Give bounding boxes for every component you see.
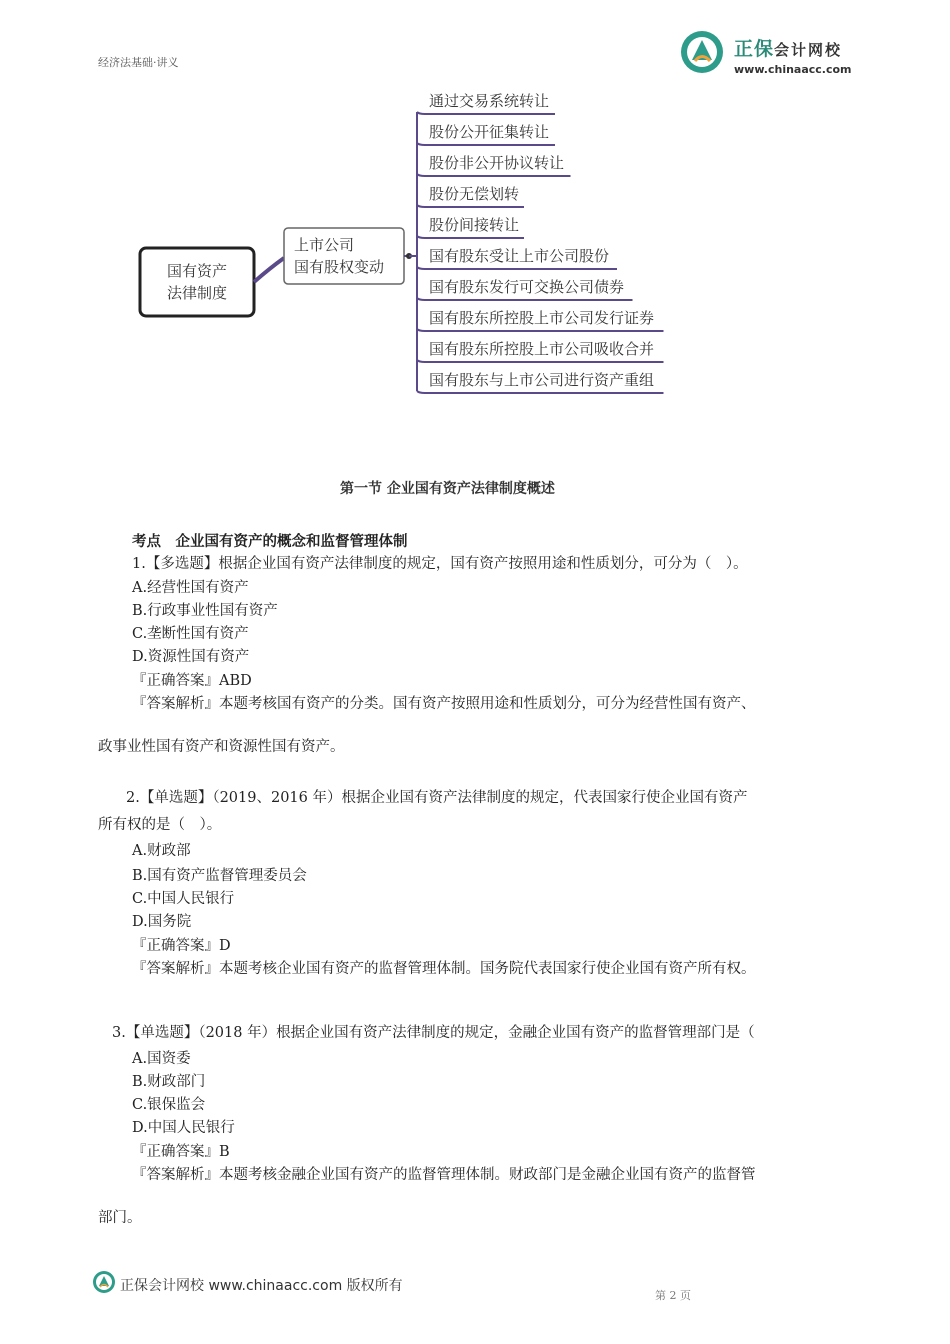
mindmap-branch-label: 国有股东受让上市公司股份: [429, 247, 610, 265]
mindmap-middle-line2: 国有股权变动: [294, 258, 385, 276]
q1-analysis-line1: 『答案解析』本题考核国有资产的分类。国有资产按照用途和性质划分，可分为经营性国有资产、: [132, 696, 756, 712]
logo-wordmark: [734, 34, 852, 76]
q2-stem-line1: 2.【单选题】（2019、2016 年）根据企业国有资产法律制度的规定，代表国家行使企业国有资产: [126, 790, 748, 806]
footer-logo-icon: [92, 1270, 116, 1294]
mindmap-branches: [409, 92, 664, 393]
mindmap-root-line2: 法律制度: [166, 284, 228, 302]
q3-option-c: C.银保监会: [132, 1097, 206, 1113]
footer-page-number: 第 2 页: [655, 1289, 691, 1302]
q1-option-b: B.行政事业性国有资产: [132, 603, 278, 619]
q3-analysis-line2: 部门。: [98, 1210, 142, 1226]
q2-option-c: C.中国人民银行: [132, 891, 235, 907]
mindmap-branch-underline: [417, 360, 664, 362]
q1-option-c: C.垄断性国有资产: [132, 626, 249, 642]
mindmap-branch-label: 国有股东发行可交换公司债券: [429, 278, 625, 296]
q1-answer: 『正确答案』ABD: [132, 673, 252, 689]
mindmap-root-line1: 国有资产: [166, 262, 228, 280]
q1-option-a: A.经营性国有资产: [132, 580, 249, 596]
mindmap-branch-underline: [417, 236, 524, 238]
section-heading: 第一节 企业国有资产法律制度概述: [340, 481, 555, 497]
kaodian-heading: 考点 企业国有资产的概念和监督管理体制: [132, 534, 408, 550]
mindmap-middle-line1: 上市公司: [294, 236, 355, 254]
q3-analysis-line1: 『答案解析』本题考核金融企业国有资产的监督管理体制。财政部门是金融企业国有资产的监督管: [132, 1167, 756, 1183]
q1-analysis-line2: 政事业性国有资产和资源性国有资产。: [98, 739, 345, 755]
mindmap-branch-label: 股份公开征集转让: [429, 123, 550, 141]
q2-analysis: 『答案解析』本题考核企业国有资产的监督管理体制。国务院代表国家行使企业国有资产所有权。: [132, 961, 756, 977]
mindmap-branch-label: 国有股东所控股上市公司发行证券: [429, 309, 655, 327]
q2-option-b: B.国有资产监督管理委员会: [132, 868, 307, 884]
mindmap-branch-label: 股份间接转让: [429, 216, 520, 234]
mindmap-branch-label: 通过交易系统转让: [429, 92, 550, 110]
mindmap-root-connector: [254, 258, 284, 282]
mindmap-branch-underline: [417, 205, 524, 207]
mindmap-branch-underline: [417, 112, 555, 114]
mindmap-branch-underline: [417, 174, 571, 176]
mindmap-diagram: [130, 82, 710, 422]
q1-option-d: D.资源性国有资产: [132, 649, 250, 665]
q3-stem: 3.【单选题】（2018 年）根据企业国有资产法律制度的规定，金融企业国有资产的监督管理部门是（: [112, 1025, 755, 1041]
q2-stem-line2: 所有权的是（ ）。: [98, 817, 222, 833]
q3-answer: 『正确答案』B: [132, 1144, 230, 1160]
q3-option-a: A.国资委: [132, 1051, 191, 1067]
top-note: 经济法基础·讲义: [98, 56, 179, 69]
mindmap-branch-underline: [417, 143, 555, 145]
mindmap-branch-underline: [417, 391, 664, 393]
mindmap-branch-label: 国有股东与上市公司进行资产重组: [429, 371, 655, 389]
q3-option-d: D.中国人民银行: [132, 1120, 235, 1136]
q2-answer: 『正确答案』D: [132, 938, 231, 954]
q2-option-d: D.国务院: [132, 914, 192, 930]
mindmap-branch-underline: [417, 267, 617, 269]
mindmap-root-box: [140, 248, 254, 316]
mindmap-branch-underline: [417, 298, 633, 300]
mindmap-branch-label: 股份非公开协议转让: [429, 154, 565, 172]
mindmap-branch-label: 国有股东所控股上市公司吸收合并: [429, 340, 655, 358]
logo-url: www.chinaacc.com: [734, 63, 852, 76]
q2-option-a: A.财政部: [132, 843, 191, 859]
q1-stem: 1.【多选题】根据企业国有资产法律制度的规定，国有资产按照用途和性质划分，可分为（ ）。: [132, 556, 748, 572]
q3-option-b: B.财政部门: [132, 1074, 206, 1090]
footer-copyright: 正保会计网校 www.chinaacc.com 版权所有: [120, 1278, 403, 1294]
logo-sub: 会计网校: [774, 41, 843, 59]
mindmap-branch-underline: [417, 329, 664, 331]
logo-name: 正保: [734, 38, 775, 60]
mindmap-branch-label: 股份无偿划转: [429, 185, 520, 203]
